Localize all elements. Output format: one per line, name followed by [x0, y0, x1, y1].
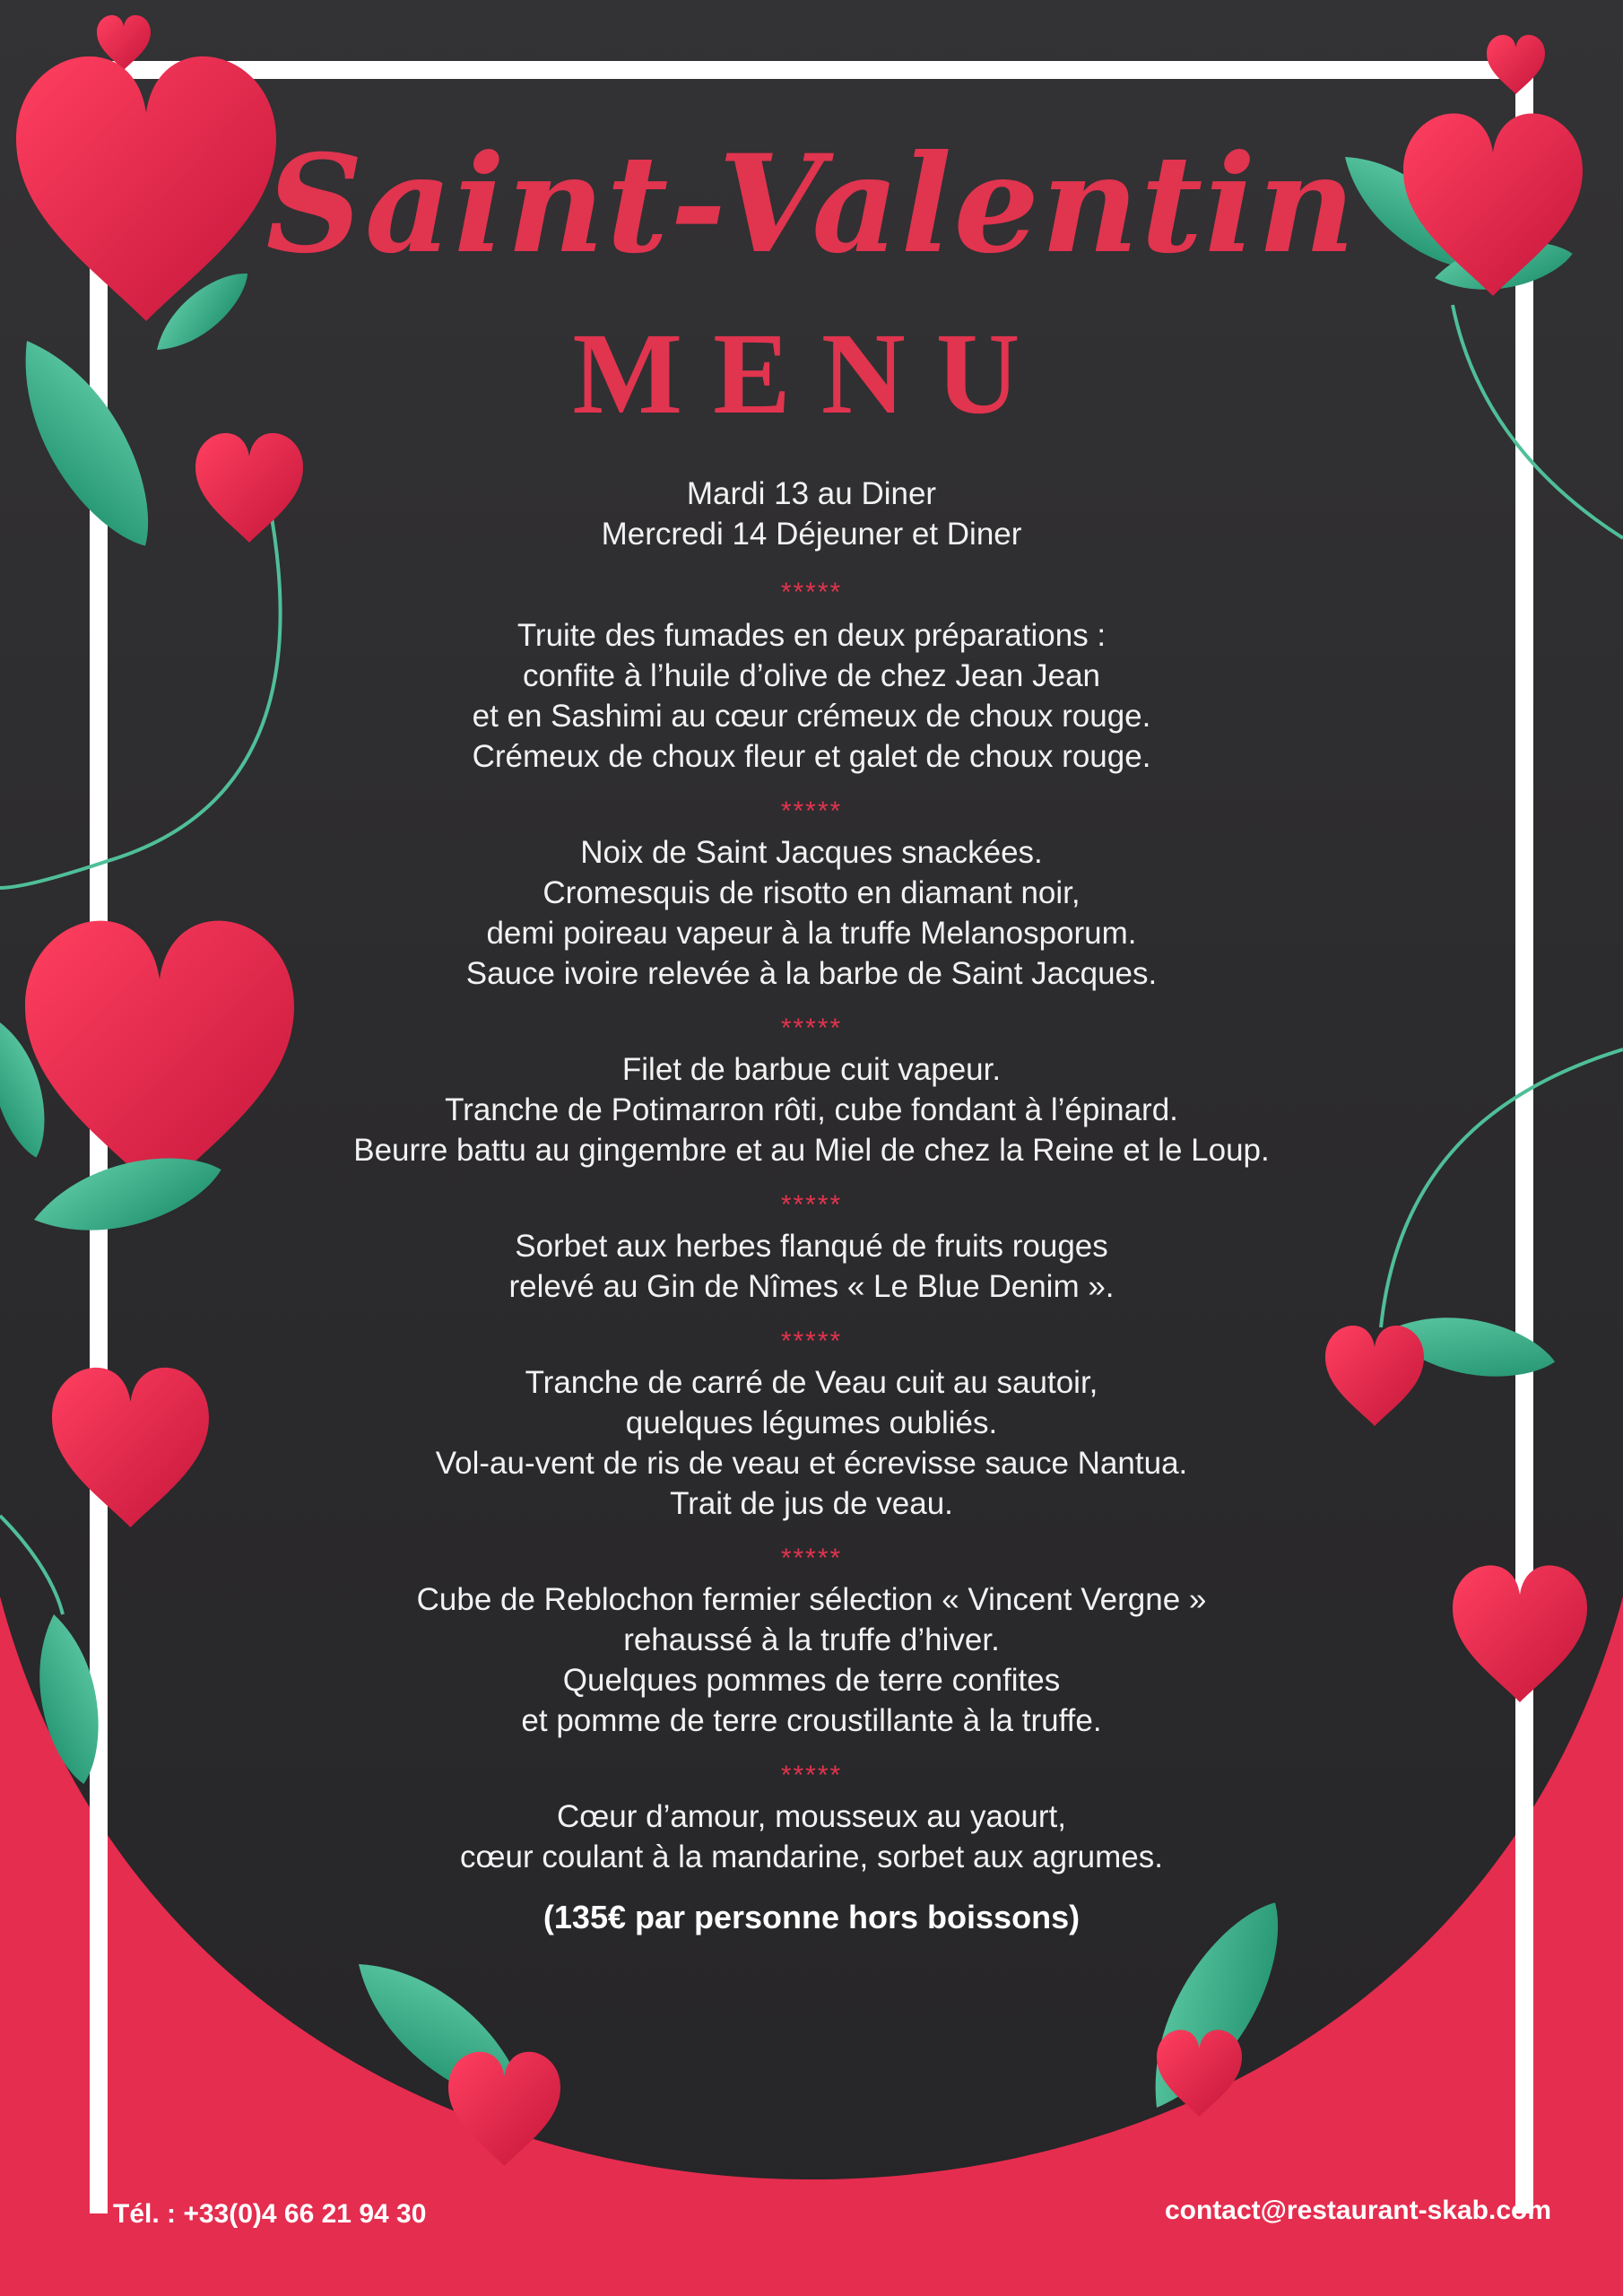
- course-line: Tranche de carré de Veau cuit au sautoir,: [525, 1365, 1098, 1400]
- course-separator: *****: [780, 796, 843, 826]
- date-line: Mercredi 14 Déjeuner et Diner: [601, 517, 1022, 552]
- course-block: [206, 1796, 1417, 1877]
- course-block: [206, 615, 1417, 777]
- course-line: et pomme de terre croustillante à la truffe.: [521, 1703, 1102, 1738]
- course-line: Beurre battu au gingembre et au Miel de chez la Reine et le Loup.: [353, 1133, 1270, 1168]
- course-line: relevé au Gin de Nîmes « Le Blue Denim ».: [508, 1269, 1115, 1304]
- course-line: Sorbet aux herbes flanqué de fruits rouges: [515, 1229, 1108, 1264]
- course-block: [206, 1579, 1417, 1741]
- course-line: Cube de Reblochon fermier sélection « Vincent Vergne »: [416, 1582, 1207, 1617]
- course-line: cœur coulant à la mandarine, sorbet aux agrumes.: [460, 1839, 1163, 1874]
- menu-content: [206, 474, 1417, 1937]
- course-separator: *****: [780, 1326, 843, 1356]
- script-title: Saint-Valentin: [265, 126, 1358, 283]
- course-line: confite à l’huile d’olive de chez Jean Jean: [522, 658, 1101, 693]
- course-line: Sauce ivoire relevée à la barbe de Saint Jacques.: [465, 956, 1158, 991]
- heart-icon: [52, 1368, 209, 1527]
- stem-right-mid: [1381, 1049, 1623, 1327]
- course-line: Noix de Saint Jacques snackées.: [580, 835, 1043, 870]
- course-block: [206, 1362, 1417, 1524]
- footer-email[interactable]: contact@restaurant-skab.com: [1164, 2196, 1551, 2225]
- course-separator: *****: [780, 1190, 843, 1220]
- heart-icon: [1453, 1565, 1587, 1702]
- course-line: Trait de jus de veau.: [670, 1486, 953, 1521]
- course-line: Quelques pommes de terre confites: [562, 1663, 1061, 1698]
- menu-title: MENU: [572, 309, 1051, 439]
- date-line: Mardi 13 au Diner: [686, 476, 937, 511]
- course-line: et en Sashimi au cœur crémeux de choux rouge.: [472, 699, 1151, 734]
- course-line: Tranche de Potimarron rôti, cube fondant à l’épinard.: [445, 1092, 1178, 1127]
- course-separator: *****: [780, 1761, 843, 1790]
- course-line: Truite des fumades en deux préparations :: [516, 618, 1107, 653]
- course-block: [206, 1049, 1417, 1170]
- leaf-icon: [27, 1610, 110, 1789]
- course-separator: *****: [780, 1013, 843, 1043]
- course-line: rehaussé à la truffe d’hiver.: [623, 1622, 1000, 1657]
- course-block: [206, 1226, 1417, 1307]
- course-line: Cœur d’amour, mousseux au yaourt,: [556, 1799, 1066, 1834]
- footer-phone[interactable]: Tél. : +33(0)4 66 21 94 30: [113, 2199, 427, 2229]
- heart-icon: [1487, 35, 1545, 94]
- stem-left-bottom: [0, 1516, 63, 1614]
- course-block: [206, 832, 1417, 994]
- price-note: (135€ par personne hors boissons): [542, 1899, 1081, 1935]
- course-line: Crémeux de choux fleur et galet de choux rouge.: [472, 739, 1151, 774]
- course-line: Filet de barbue cuit vapeur.: [621, 1052, 1002, 1087]
- courses-list: [206, 576, 1417, 1877]
- course-separator: *****: [780, 578, 843, 607]
- course-line: Vol-au-vent de ris de veau et écrevisse sauce Nantua.: [435, 1446, 1188, 1481]
- course-separator: *****: [780, 1544, 843, 1573]
- course-line: Cromesquis de risotto en diamant noir,: [542, 875, 1081, 910]
- course-line: quelques légumes oubliés.: [625, 1405, 998, 1440]
- course-line: demi poireau vapeur à la truffe Melanosporum.: [486, 916, 1137, 951]
